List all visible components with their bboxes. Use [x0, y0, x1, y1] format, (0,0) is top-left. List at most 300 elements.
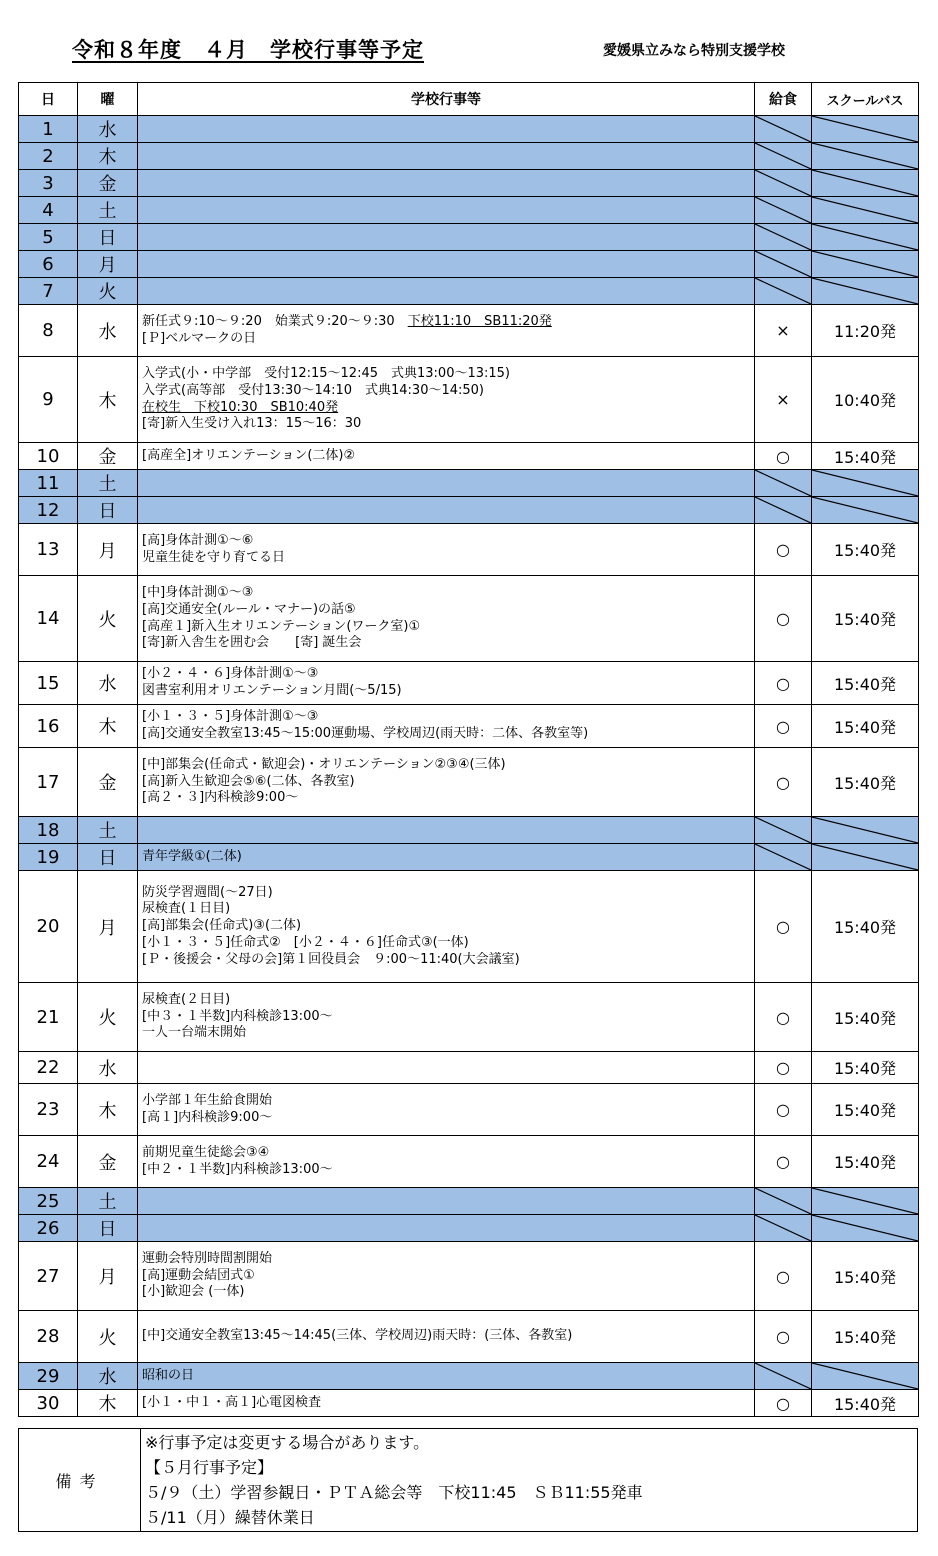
bus-cell: [812, 278, 919, 305]
lunch-cell: ×: [755, 357, 812, 443]
schedule-row: [19, 662, 919, 705]
events-cell: [138, 1390, 755, 1417]
bus-cell: 15:40発: [812, 748, 919, 817]
schedule-row: [19, 1390, 919, 1417]
event-text: [高]新入生歓迎会⑤⑥(二体、各教室): [142, 773, 355, 789]
schedule-row: [19, 748, 919, 817]
schedule-row: [19, 357, 919, 443]
day-cell: 22: [19, 1052, 78, 1084]
diagonal-strike: [812, 278, 918, 304]
weekday-cell: 日: [78, 844, 138, 871]
weekday-cell: 水: [78, 305, 138, 357]
column-header-events: 学校行事等: [138, 83, 755, 116]
diagonal-strike: [755, 1363, 811, 1389]
event-text: [中３・１半数]内科検診13:00～: [142, 1008, 333, 1024]
events-cell: [138, 443, 755, 470]
day-cell: 19: [19, 844, 78, 871]
bus-cell: [812, 143, 919, 170]
day-cell: 11: [19, 470, 78, 497]
lunch-cell: [755, 497, 812, 524]
events-cell: [138, 705, 755, 748]
event-text: [高２・３]内科検診9:00～: [142, 790, 299, 806]
diagonal-strike: [755, 251, 811, 277]
bus-cell: 15:40発: [812, 1084, 919, 1136]
events-cell: [138, 524, 755, 576]
day-cell: 15: [19, 662, 78, 705]
event-text: [高]部集会(任命式)③(二体): [142, 918, 302, 934]
lunch-cell: [755, 116, 812, 143]
event-text: 青年学級①(二体): [142, 848, 242, 864]
events-cell: [138, 1215, 755, 1242]
day-cell: 21: [19, 983, 78, 1052]
day-cell: 28: [19, 1311, 78, 1363]
event-text: 尿検査(２日目): [142, 991, 231, 1007]
weekday-cell: 木: [78, 143, 138, 170]
events-cell: [138, 1084, 755, 1136]
schedule-row: [19, 251, 919, 278]
lunch-cell: ○: [755, 748, 812, 817]
weekday-cell: 土: [78, 197, 138, 224]
day-cell: 5: [19, 224, 78, 251]
bus-cell: 15:40発: [812, 1311, 919, 1363]
schedule-row: [19, 443, 919, 470]
diagonal-strike: [755, 170, 811, 196]
lunch-cell: [755, 251, 812, 278]
lunch-cell: [755, 1215, 812, 1242]
event-text: 一人一台端末開始: [142, 1025, 247, 1041]
events-cell: [138, 170, 755, 197]
schedule-row: [19, 143, 919, 170]
lunch-cell: [755, 1363, 812, 1390]
bus-cell: [812, 844, 919, 871]
weekday-cell: 火: [78, 576, 138, 662]
lunch-cell: [755, 844, 812, 871]
events-cell: [138, 1136, 755, 1188]
event-line: [142, 448, 754, 465]
day-cell: 13: [19, 524, 78, 576]
event-line: [142, 935, 754, 952]
event-text: [小１・３・５]身体計測①～③: [142, 709, 319, 725]
events-cell: [138, 1311, 755, 1363]
notes-line: 【５月行事予定】: [145, 1458, 274, 1477]
schedule-row: [19, 1188, 919, 1215]
event-line: [142, 1025, 754, 1042]
event-text: [Ｐ]ベルマークの日: [142, 330, 257, 346]
schedule-row: [19, 197, 919, 224]
lunch-cell: ○: [755, 1084, 812, 1136]
diagonal-strike: [812, 817, 918, 843]
weekday-cell: 金: [78, 748, 138, 817]
weekday-cell: 金: [78, 170, 138, 197]
diagonal-strike: [812, 116, 918, 142]
day-cell: 3: [19, 170, 78, 197]
column-header-lunch: 給食: [755, 83, 812, 116]
events-cell: [138, 1052, 755, 1084]
schedule-row: [19, 497, 919, 524]
bus-cell: [812, 1188, 919, 1215]
day-cell: 24: [19, 1136, 78, 1188]
event-text: 児童生徒を守り育てる日: [142, 549, 286, 565]
event-line: [142, 400, 754, 417]
day-cell: 14: [19, 576, 78, 662]
events-cell: [138, 116, 755, 143]
diagonal-strike: [755, 817, 811, 843]
bus-cell: [812, 1363, 919, 1390]
schedule-row: [19, 705, 919, 748]
diagonal-strike: [812, 470, 918, 496]
lunch-cell: ○: [755, 1136, 812, 1188]
event-text: 入学式(高等部 受付13:30～14:10 式典14:30～14:50): [142, 382, 484, 398]
lunch-cell: ○: [755, 1242, 812, 1311]
event-line: [142, 1009, 754, 1026]
notes-table: [18, 1428, 918, 1532]
diagonal-strike: [812, 844, 918, 870]
event-line: [142, 790, 754, 807]
event-text: 前期児童生徒総会③④: [142, 1144, 270, 1160]
events-cell: [138, 197, 755, 224]
events-cell: [138, 251, 755, 278]
column-header-school-bus: スクールバス: [812, 83, 919, 116]
event-line: [142, 952, 754, 969]
lunch-cell: ○: [755, 1390, 812, 1417]
bus-cell: 15:40発: [812, 871, 919, 983]
diagonal-strike: [755, 197, 811, 223]
events-cell: [138, 470, 755, 497]
diagonal-strike: [755, 844, 811, 870]
notes-label: 備考: [19, 1429, 141, 1532]
event-line: [142, 635, 754, 652]
schedule-row: [19, 1052, 919, 1084]
lunch-cell: [755, 224, 812, 251]
bus-cell: 15:40発: [812, 443, 919, 470]
event-text-underlined: 下校11:10 SB11:20発: [407, 313, 552, 329]
event-line: [142, 619, 754, 636]
event-line: [142, 550, 754, 567]
weekday-cell: 木: [78, 357, 138, 443]
event-text: [高]運動会結団式①: [142, 1267, 255, 1283]
notes-content: [141, 1429, 918, 1532]
weekday-cell: 木: [78, 1084, 138, 1136]
event-line: [142, 726, 754, 743]
bus-cell: 15:40発: [812, 1390, 919, 1417]
event-line: [142, 1268, 754, 1285]
lunch-cell: ○: [755, 871, 812, 983]
event-text: [高１]内科検診9:00～: [142, 1109, 273, 1125]
lunch-cell: [755, 170, 812, 197]
bus-cell: [812, 470, 919, 497]
event-line: [142, 1284, 754, 1301]
day-cell: 23: [19, 1084, 78, 1136]
event-line: [142, 1145, 754, 1162]
day-cell: 27: [19, 1242, 78, 1311]
event-line: [142, 1093, 754, 1110]
lunch-cell: [755, 470, 812, 497]
weekday-cell: 水: [78, 1363, 138, 1390]
weekday-cell: 月: [78, 251, 138, 278]
schedule-row: [19, 470, 919, 497]
bus-cell: [812, 170, 919, 197]
event-text: [寄]新入舎生を囲む会 [寄] 誕生会: [142, 635, 362, 651]
diagonal-strike: [812, 251, 918, 277]
event-line: [142, 585, 754, 602]
bus-cell: [812, 1215, 919, 1242]
notes-row: [19, 1429, 918, 1532]
bus-cell: [812, 197, 919, 224]
notes-line: ５/11（月）繰替休業日: [145, 1508, 315, 1527]
weekday-cell: 日: [78, 224, 138, 251]
schedule-row: [19, 576, 919, 662]
lunch-cell: [755, 278, 812, 305]
day-cell: 25: [19, 1188, 78, 1215]
event-text: [中]身体計測①～③: [142, 584, 254, 600]
weekday-cell: 火: [78, 1311, 138, 1363]
day-cell: 10: [19, 443, 78, 470]
events-cell: [138, 224, 755, 251]
schedule-row: [19, 1311, 919, 1363]
bus-cell: [812, 224, 919, 251]
events-cell: [138, 1188, 755, 1215]
event-line: [142, 918, 754, 935]
schedule-row: [19, 1136, 919, 1188]
bus-cell: 11:20発: [812, 305, 919, 357]
diagonal-strike: [755, 497, 811, 523]
schedule-row: [19, 224, 919, 251]
event-line: [142, 1110, 754, 1127]
weekday-cell: 日: [78, 1215, 138, 1242]
event-text: [高産１]新入生オリエンテーション(ワーク室)①: [142, 618, 421, 634]
event-line: [142, 774, 754, 791]
event-text-underlined: 在校生 下校10:30 SB10:40発: [142, 399, 339, 415]
event-line: [142, 533, 754, 550]
event-text: 運動会特別時間割開始: [142, 1250, 273, 1266]
lunch-cell: [755, 143, 812, 170]
bus-cell: [812, 497, 919, 524]
lunch-cell: ×: [755, 305, 812, 357]
events-cell: [138, 278, 755, 305]
day-cell: 18: [19, 817, 78, 844]
event-text: 防災学習週間(～27日): [142, 884, 273, 900]
events-cell: [138, 143, 755, 170]
weekday-cell: 月: [78, 524, 138, 576]
event-text: 小学部１年生給食開始: [142, 1092, 273, 1108]
weekday-cell: 木: [78, 1390, 138, 1417]
weekday-cell: 火: [78, 278, 138, 305]
events-cell: [138, 871, 755, 983]
diagonal-strike: [812, 1215, 918, 1241]
bus-cell: [812, 251, 919, 278]
day-cell: 6: [19, 251, 78, 278]
weekday-cell: 水: [78, 1052, 138, 1084]
event-line: [142, 885, 754, 902]
lunch-cell: ○: [755, 576, 812, 662]
event-text: 尿検査(１日目): [142, 901, 231, 917]
lunch-cell: ○: [755, 524, 812, 576]
events-cell: [138, 305, 755, 357]
events-cell: [138, 357, 755, 443]
event-text: [高]身体計測①～⑥: [142, 532, 254, 548]
event-line: [142, 1368, 754, 1385]
day-cell: 30: [19, 1390, 78, 1417]
event-text: [寄]新入生受け入れ13：15～16：30: [142, 416, 362, 432]
diagonal-strike: [755, 1215, 811, 1241]
bus-cell: 15:40発: [812, 524, 919, 576]
lunch-cell: [755, 817, 812, 844]
event-line: [142, 1251, 754, 1268]
lunch-cell: [755, 197, 812, 224]
event-line: [142, 1162, 754, 1179]
schedule-row: [19, 871, 919, 983]
notes-line: ５/９（土）学習参観日・ＰＴＡ総会等 下校11:45 ＳＢ11:55発車: [145, 1483, 643, 1502]
weekday-cell: 日: [78, 497, 138, 524]
events-cell: [138, 662, 755, 705]
schedule-row: [19, 1215, 919, 1242]
weekday-cell: 土: [78, 817, 138, 844]
schedule-row: [19, 1363, 919, 1390]
event-line: [142, 709, 754, 726]
schedule-row: [19, 278, 919, 305]
diagonal-strike: [755, 470, 811, 496]
table-header-row: [19, 83, 919, 116]
event-text: 新任式９:10～９:20 始業式９:20～９:30: [142, 313, 408, 329]
event-text: [高]交通安全(ルール・マナー)の話⑤: [142, 601, 356, 617]
bus-cell: 15:40発: [812, 705, 919, 748]
event-line: [142, 1395, 754, 1412]
event-text: [小]歓迎会 (一体): [142, 1284, 245, 1300]
event-line: [142, 1328, 754, 1345]
schedule-table: [18, 82, 919, 1417]
diagonal-strike: [755, 143, 811, 169]
day-cell: 26: [19, 1215, 78, 1242]
event-text: 昭和の日: [142, 1367, 195, 1383]
schedule-row: [19, 1242, 919, 1311]
event-line: [142, 849, 754, 866]
lunch-cell: ○: [755, 1052, 812, 1084]
column-header-weekday: 曜: [78, 83, 138, 116]
schedule-row: [19, 817, 919, 844]
school-name: 愛媛県立みなら特別支援学校: [603, 43, 785, 59]
event-text: 図書室利用オリエンテーション月間(～5/15): [142, 683, 402, 698]
event-text: [中]部集会(任命式・歓迎会)・オリエンテーション②③④(三体): [142, 756, 506, 772]
diagonal-strike: [812, 197, 918, 223]
weekday-cell: 金: [78, 1136, 138, 1188]
event-text: [小１・３・５]任命式② [小２・４・６]任命式③(一体): [142, 934, 469, 950]
weekday-cell: 水: [78, 662, 138, 705]
notes-line: ※行事予定は変更する場合があります。: [145, 1433, 430, 1452]
diagonal-strike: [812, 1363, 918, 1389]
weekday-cell: 月: [78, 871, 138, 983]
lunch-cell: ○: [755, 662, 812, 705]
day-cell: 9: [19, 357, 78, 443]
weekday-cell: 土: [78, 470, 138, 497]
day-cell: 4: [19, 197, 78, 224]
bus-cell: 15:40発: [812, 983, 919, 1052]
schedule-row: [19, 844, 919, 871]
event-text: [高]交通安全教室13:45～15:00運動場、学校周辺(雨天時：二体、各教室等): [142, 726, 589, 741]
events-cell: [138, 576, 755, 662]
bus-cell: 15:40発: [812, 576, 919, 662]
weekday-cell: 水: [78, 116, 138, 143]
day-cell: 20: [19, 871, 78, 983]
lunch-cell: ○: [755, 983, 812, 1052]
event-line: [142, 314, 754, 331]
diagonal-strike: [755, 278, 811, 304]
weekday-cell: 木: [78, 705, 138, 748]
lunch-cell: ○: [755, 443, 812, 470]
event-text: [高産全]オリエンテーション(二体)②: [142, 447, 356, 463]
event-text: [中２・１半数]内科検診13:00～: [142, 1161, 333, 1177]
bus-cell: 10:40発: [812, 357, 919, 443]
event-line: [142, 757, 754, 774]
weekday-cell: 金: [78, 443, 138, 470]
schedule-row: [19, 170, 919, 197]
event-text: 入学式(小・中学部 受付12:15～12:45 式典13:00～13:15): [142, 365, 510, 381]
event-text: [小２・４・６]身体計測①～③: [142, 666, 319, 682]
column-header-day: 日: [19, 83, 78, 116]
day-cell: 8: [19, 305, 78, 357]
diagonal-strike: [755, 1188, 811, 1214]
schedule-row: [19, 983, 919, 1052]
bus-cell: 15:40発: [812, 662, 919, 705]
bus-cell: 15:40発: [812, 1052, 919, 1084]
bus-cell: 15:40発: [812, 1242, 919, 1311]
schedule-row: [19, 524, 919, 576]
weekday-cell: 月: [78, 1242, 138, 1311]
event-line: [142, 666, 754, 683]
bus-cell: [812, 116, 919, 143]
schedule-body: [19, 116, 919, 1417]
diagonal-strike: [812, 1188, 918, 1214]
diagonal-strike: [812, 224, 918, 250]
event-line: [142, 331, 754, 348]
diagonal-strike: [812, 170, 918, 196]
day-cell: 29: [19, 1363, 78, 1390]
events-cell: [138, 844, 755, 871]
day-cell: 1: [19, 116, 78, 143]
diagonal-strike: [812, 143, 918, 169]
lunch-cell: ○: [755, 1311, 812, 1363]
lunch-cell: ○: [755, 705, 812, 748]
events-cell: [138, 748, 755, 817]
events-cell: [138, 1363, 755, 1390]
event-text: [中]交通安全教室13:45～14:45(三体、学校周辺)雨天時：(三体、各教室): [142, 1328, 573, 1344]
day-cell: 7: [19, 278, 78, 305]
bus-cell: [812, 817, 919, 844]
events-cell: [138, 1242, 755, 1311]
page-title: 令和８年度 ４月 学校行事等予定: [72, 38, 424, 62]
event-text: [Ｐ・後援会・父母の会]第１回役員会 ９:00～11:40(大会議室): [142, 951, 520, 967]
diagonal-strike: [755, 224, 811, 250]
day-cell: 2: [19, 143, 78, 170]
event-line: [142, 383, 754, 400]
event-line: [142, 683, 754, 700]
weekday-cell: 火: [78, 983, 138, 1052]
event-line: [142, 366, 754, 383]
weekday-cell: 土: [78, 1188, 138, 1215]
day-cell: 16: [19, 705, 78, 748]
event-line: [142, 901, 754, 918]
diagonal-strike: [755, 116, 811, 142]
events-cell: [138, 497, 755, 524]
diagonal-strike: [812, 497, 918, 523]
event-line: [142, 416, 754, 433]
day-cell: 17: [19, 748, 78, 817]
lunch-cell: [755, 1188, 812, 1215]
event-line: [142, 602, 754, 619]
schedule-row: [19, 1084, 919, 1136]
events-cell: [138, 817, 755, 844]
bus-cell: 15:40発: [812, 1136, 919, 1188]
event-line: [142, 992, 754, 1009]
